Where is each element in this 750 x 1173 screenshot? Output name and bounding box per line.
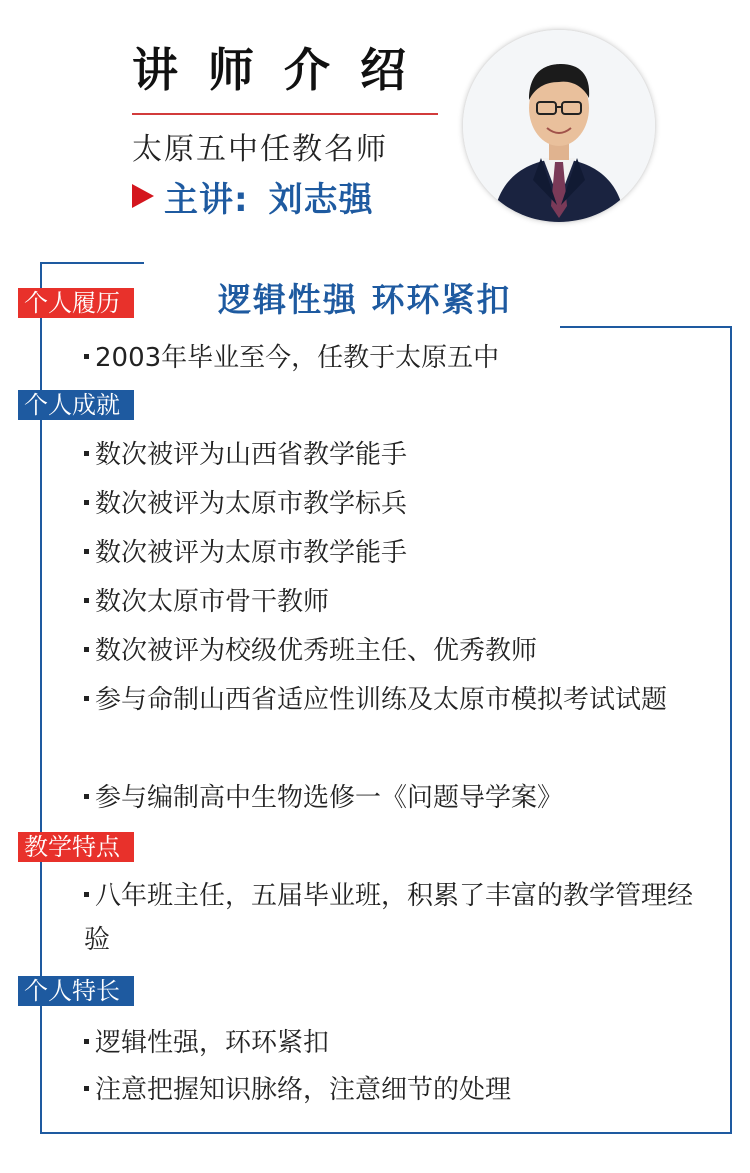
section-tag-specialties: 个人特长	[18, 976, 134, 1006]
portrait-illustration	[463, 30, 655, 222]
list-item: 八年班主任，五届毕业班，积累了丰富的教学管理经验	[84, 881, 694, 955]
section-tag-achievements: 个人成就	[18, 390, 134, 420]
list-item: 参与命制山西省适应性训练及太原市模拟考试试题	[84, 678, 716, 722]
list-item: 数次被评为太原市教学标兵	[84, 482, 716, 526]
square-bullet-icon	[84, 549, 89, 554]
square-bullet-icon	[84, 451, 89, 456]
square-bullet-icon	[84, 647, 89, 652]
square-bullet-icon	[84, 892, 89, 897]
list-item: 逻辑性强，环环紧扣	[84, 1021, 716, 1065]
list-item: 数次被评为太原市教学能手	[84, 531, 716, 575]
frame-top-left-border	[40, 262, 144, 264]
list-item: 数次太原市骨干教师	[84, 580, 716, 624]
frame-top-right-border	[560, 326, 732, 328]
section-tag-resume: 个人履历	[18, 288, 134, 318]
title-underline	[132, 113, 438, 115]
frame-bottom-border	[40, 1132, 732, 1134]
square-bullet-icon	[84, 1086, 89, 1091]
section-tag-teaching-style: 教学特点	[18, 832, 134, 862]
frame-right-border	[730, 326, 732, 1134]
lecturer-subtitle: 太原五中任教名师	[132, 132, 388, 167]
square-bullet-icon	[84, 794, 89, 799]
list-item: 注意把握知识脉络，注意细节的处理	[84, 1068, 716, 1112]
square-bullet-icon	[84, 354, 89, 359]
list-item: 数次被评为山西省教学能手	[84, 433, 716, 477]
square-bullet-icon	[84, 500, 89, 505]
lecturer-label: 主讲:	[164, 179, 249, 220]
square-bullet-icon	[84, 696, 89, 701]
lecturer-avatar	[463, 30, 655, 222]
page-title: 讲师介绍	[132, 43, 436, 97]
tagline: 逻辑性强 环环紧扣	[218, 280, 512, 319]
square-bullet-icon	[84, 598, 89, 603]
lecturer-row	[132, 174, 374, 218]
square-bullet-icon	[84, 1039, 89, 1044]
play-triangle-icon	[132, 184, 154, 208]
list-item: 参与编制高中生物选修一《问题导学案》	[84, 776, 716, 820]
list-item: 2003年毕业至今，任教于太原五中	[84, 336, 716, 380]
list-item: 数次被评为校级优秀班主任、优秀教师	[84, 629, 716, 673]
lecturer-name: 刘志强	[268, 179, 374, 220]
